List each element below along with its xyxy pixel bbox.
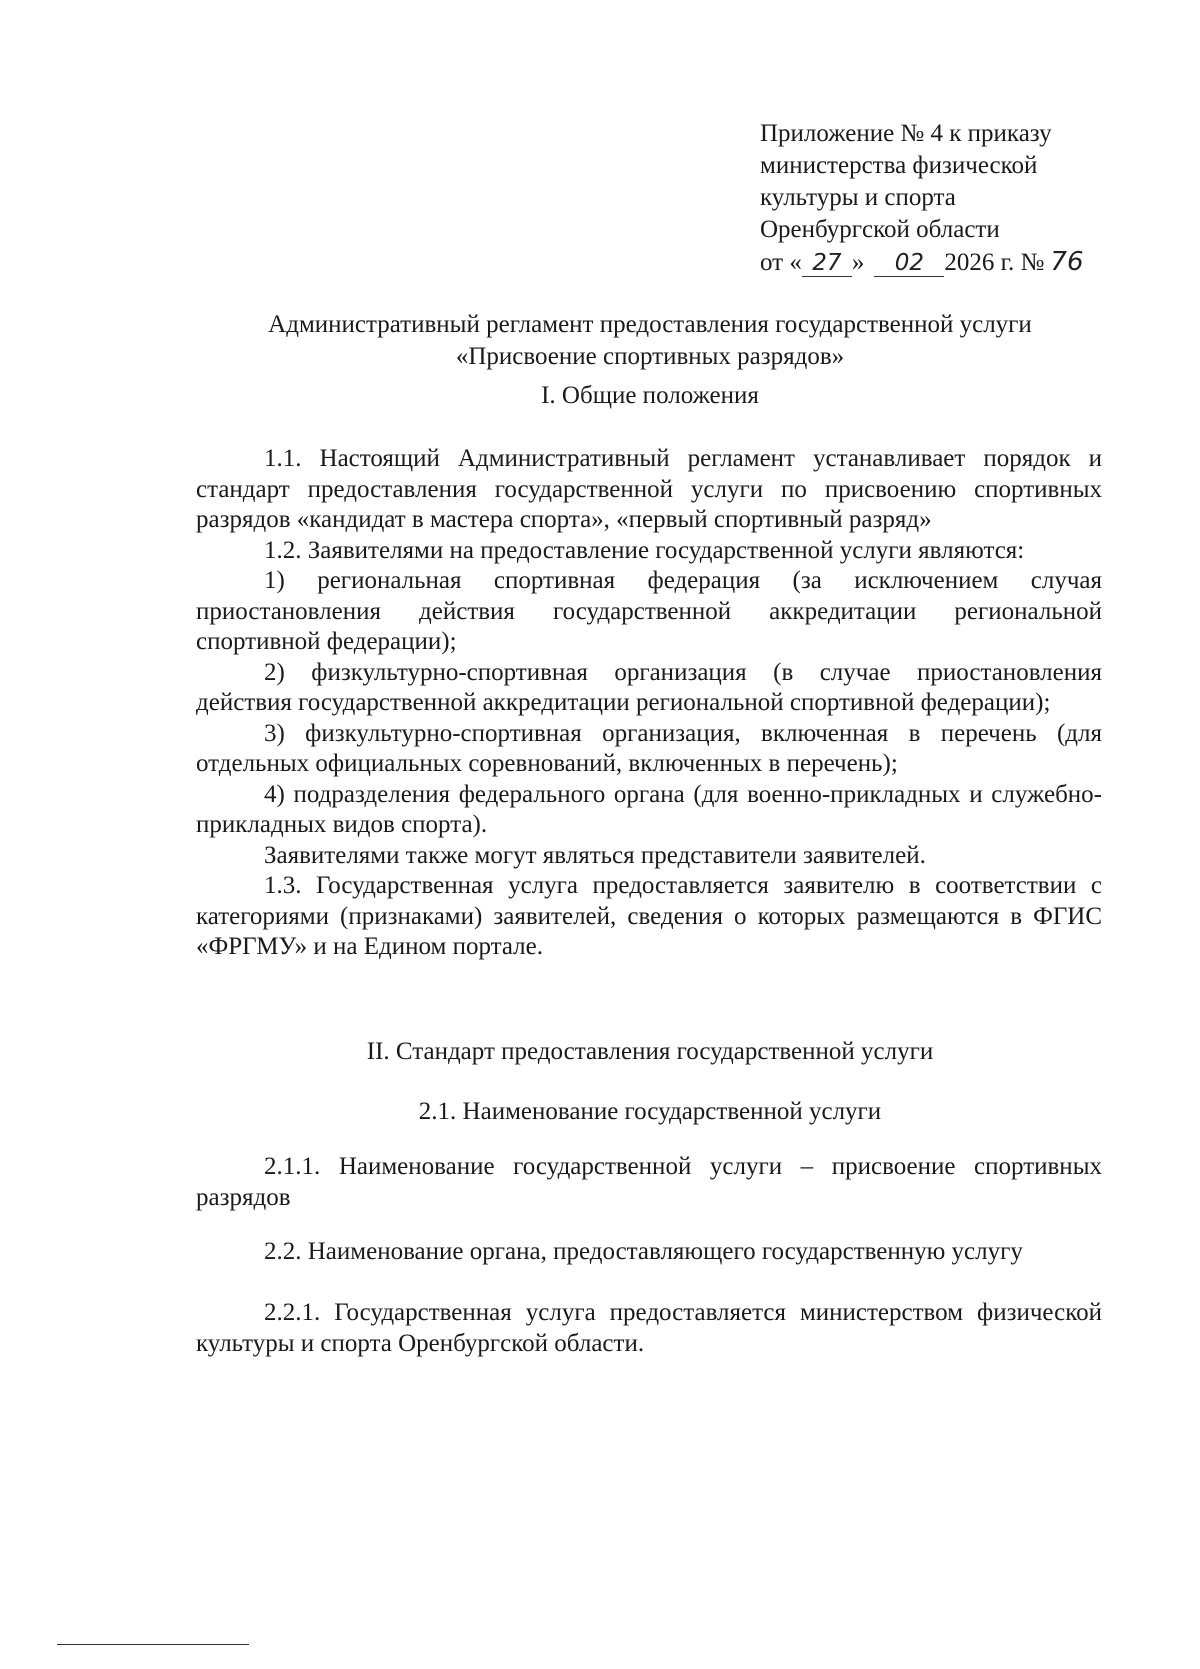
paragraph-2-2-1: 2.2.1. Государственная услуга предоставляется министерством физической культуры и спорта Оренбургской области. — [196, 1299, 1102, 1357]
paragraph-2-1-1: 2.1.1. Наименование государственной услуги – присвоение спортивных разрядов — [196, 1153, 1102, 1211]
appendix-line-2: министерства физической — [760, 152, 1038, 179]
list-item-4: 4) подразделения федерального органа (для военно-прикладных и служебно-прикладных видов спорта). — [196, 780, 1102, 838]
section-1-heading: I. Общие положения — [541, 382, 759, 409]
subsection-2-2-block — [196, 1237, 1102, 1268]
paragraph-2-1-1-block — [196, 1152, 1102, 1213]
date-month-handwritten: 02 — [874, 250, 944, 277]
section-2-heading: II. Стандарт предоставления государственной услуги — [366, 1038, 934, 1065]
date-year: 2026 г. № — [944, 249, 1045, 276]
order-number-handwritten: 76 — [1050, 247, 1084, 277]
paragraph-1-1: 1.1. Настоящий Административный регламент устанавливает порядок и стандарт предоставления государственной услуги по присвоению спортивных разрядов «кандидат в мастера спорта», «первый спортивный разряд» — [196, 445, 1102, 533]
appendix-header — [760, 118, 1180, 279]
list-item-1: 1) региональная спортивная федерация (за исключением случая приостановления действия государственной аккредитации региональной спортивной федерации); — [196, 567, 1102, 655]
list-item-3: 3) физкультурно-спортивная организация, включенная в перечень (для отдельных официальных соревнований, включенных в перечень); — [196, 719, 1102, 777]
appendix-line-3: культуры и спорта — [760, 184, 956, 211]
date-day-handwritten: 27 — [802, 250, 852, 277]
title-line-1: Административный регламент предоставления государственной услуги — [268, 311, 1032, 338]
appendix-line-1: Приложение № 4 к приказу — [760, 120, 1052, 147]
subsection-2-2-heading: 2.2. Наименование органа, предоставляющего государственную услугу — [264, 1238, 1023, 1265]
paragraph-representatives: Заявителями также могут являться представители заявителей. — [264, 841, 926, 869]
paragraph-1-3: 1.3. Государственная услуга предоставляется заявителю в соответствии с категориями (признаками) заявителей, сведения о которых размещаются в ФГИС «ФРГМУ» и на Едином портале. — [196, 872, 1102, 960]
footer-divider — [57, 1644, 249, 1645]
document-title — [170, 309, 1130, 373]
date-prefix: от « — [760, 249, 802, 276]
paragraph-2-2-1-block — [196, 1298, 1102, 1359]
appendix-line-4: Оренбургской области — [760, 216, 1000, 243]
title-line-2: «Присвоение спортивных разрядов» — [455, 343, 845, 370]
paragraph-1-2: 1.2. Заявителями на предоставление государственной услуги являются: — [264, 536, 1025, 564]
order-date-line — [760, 246, 1180, 279]
list-item-2: 2) физкультурно-спортивная организация (в случае приостановления действия государственной аккредитации региональной спортивной федерации); — [196, 658, 1102, 716]
section-1-body — [196, 444, 1102, 963]
date-separator: » — [851, 249, 865, 276]
subsection-2-1-heading: 2.1. Наименование государственной услуги — [418, 1098, 882, 1125]
